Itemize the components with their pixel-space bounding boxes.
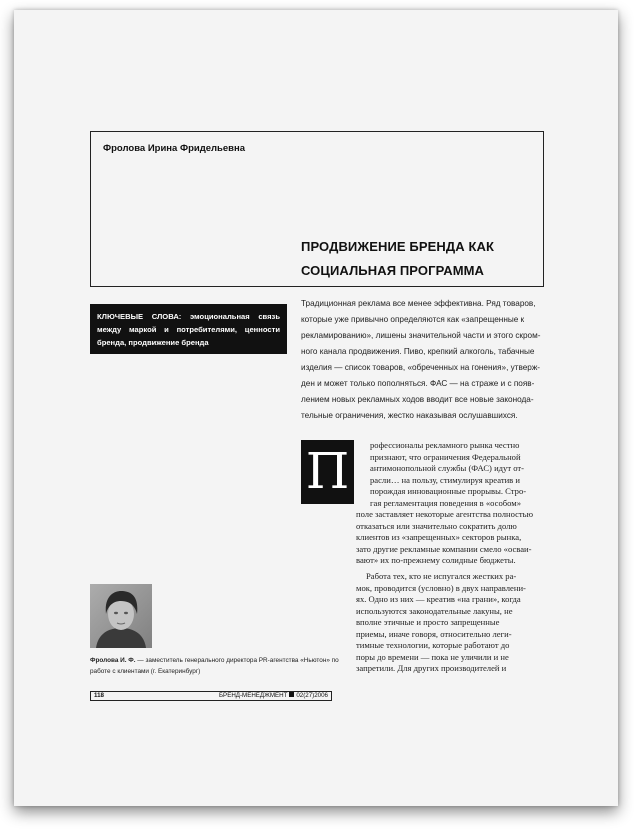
- page-number: 118: [94, 692, 104, 699]
- body-line: антимонопольной службы (ФАС) идут от-: [370, 463, 525, 473]
- body-line: рофессионалы рекламного рынка честно: [370, 440, 520, 450]
- issue-number: 02(27)2006: [296, 692, 328, 699]
- body-line: признают, что ограничения Федеральной: [370, 451, 521, 462]
- body-line: запретили. Для других производителей и: [356, 663, 507, 673]
- lead-line: ного канала продвижения. Пиво, крепкий алкоголь, табачные: [301, 347, 535, 356]
- drop-cap: П: [301, 440, 354, 504]
- title-line-1: ПРОДВИЖЕНИЕ БРЕНДА КАК: [301, 239, 495, 254]
- lead-line: Традиционная реклама все менее эффективна. Ряд товаров,: [301, 299, 536, 308]
- body-line: зато другие рекламные компании смело «осваи-: [356, 543, 532, 554]
- body-line: вают» их по-прежнему солидные бюджеты.: [356, 555, 516, 565]
- body-line: Работа тех, кто не испугался жестких ра-: [366, 571, 517, 581]
- article-title: [301, 235, 531, 283]
- body-line: ях. Одно из них — креатив «на грани», когда: [356, 594, 521, 604]
- caption-name: Фролова И. Ф.: [90, 657, 136, 664]
- lead-line: тельные ограничения, жестко наказывая ослушавшихся.: [301, 411, 518, 420]
- magazine-name: БРЕНД-МЕНЕДЖМЕНТ: [219, 692, 288, 699]
- body-line: поры до времени — пока не уличили и не: [356, 651, 509, 662]
- magazine-page: [14, 10, 618, 806]
- lead-line: которые уже привычно определяются как «запрещенные к: [301, 315, 525, 324]
- body-line: поле заставляет некоторые агентства полностью: [356, 509, 534, 519]
- magazine-issue: [219, 692, 328, 700]
- author-caption: [90, 655, 340, 677]
- lead-line: лением новых рекламных ходов вводит все новые законода-: [301, 395, 534, 404]
- body-line: тимные технологии, которые работают до: [356, 640, 510, 650]
- body-line: приемы, иначе говоря, относительно леги-: [356, 628, 512, 639]
- body-line: порождая инновационные прорывы. Стро-: [370, 486, 527, 496]
- lead-line: изделия — список товаров, «обреченных на гонения», утверж-: [301, 363, 541, 372]
- body-line: клиентов из «запрещенных» секторов рынка,: [356, 532, 522, 542]
- lead-paragraph: [301, 296, 545, 424]
- caption-text: — заместитель генерального директора PR-агентства «Ньютон» по работе с клиентами (г. Екатеринбург): [90, 657, 339, 675]
- author-portrait: [90, 584, 152, 648]
- body-line: вполне этичные и просто запрещенные: [356, 617, 500, 627]
- square-bullet-icon: [289, 692, 294, 697]
- keywords-box: КЛЮЧЕВЫЕ СЛОВА: эмоциональная связь между маркой и потребителями, ценности бренда, продвижение бренда: [90, 304, 287, 354]
- lead-line: ден и может только пополняться. ФАС — на страже и с появ-: [301, 379, 535, 388]
- title-line-2: СОЦИАЛЬНАЯ ПРОГРАММА: [301, 263, 485, 278]
- body-line: гая регламентация поведения в «особом»: [370, 497, 522, 508]
- article-header-box: [90, 131, 544, 287]
- portrait-image: [90, 584, 152, 648]
- body-line: мок, проводится (условно) в двух направлени-: [356, 582, 526, 593]
- body-line: расли… на пользу, стимулируя креатив и: [370, 474, 520, 485]
- body-line: отказаться или значительно сократить долю: [356, 520, 517, 531]
- page-footer: [90, 691, 332, 701]
- body-line: используются законодательные лакуны, не: [356, 605, 513, 616]
- lead-line: рекламированию», лишены значительной части и этого скром-: [301, 331, 541, 340]
- author-name: Фролова Ирина Фридельевна: [103, 143, 246, 154]
